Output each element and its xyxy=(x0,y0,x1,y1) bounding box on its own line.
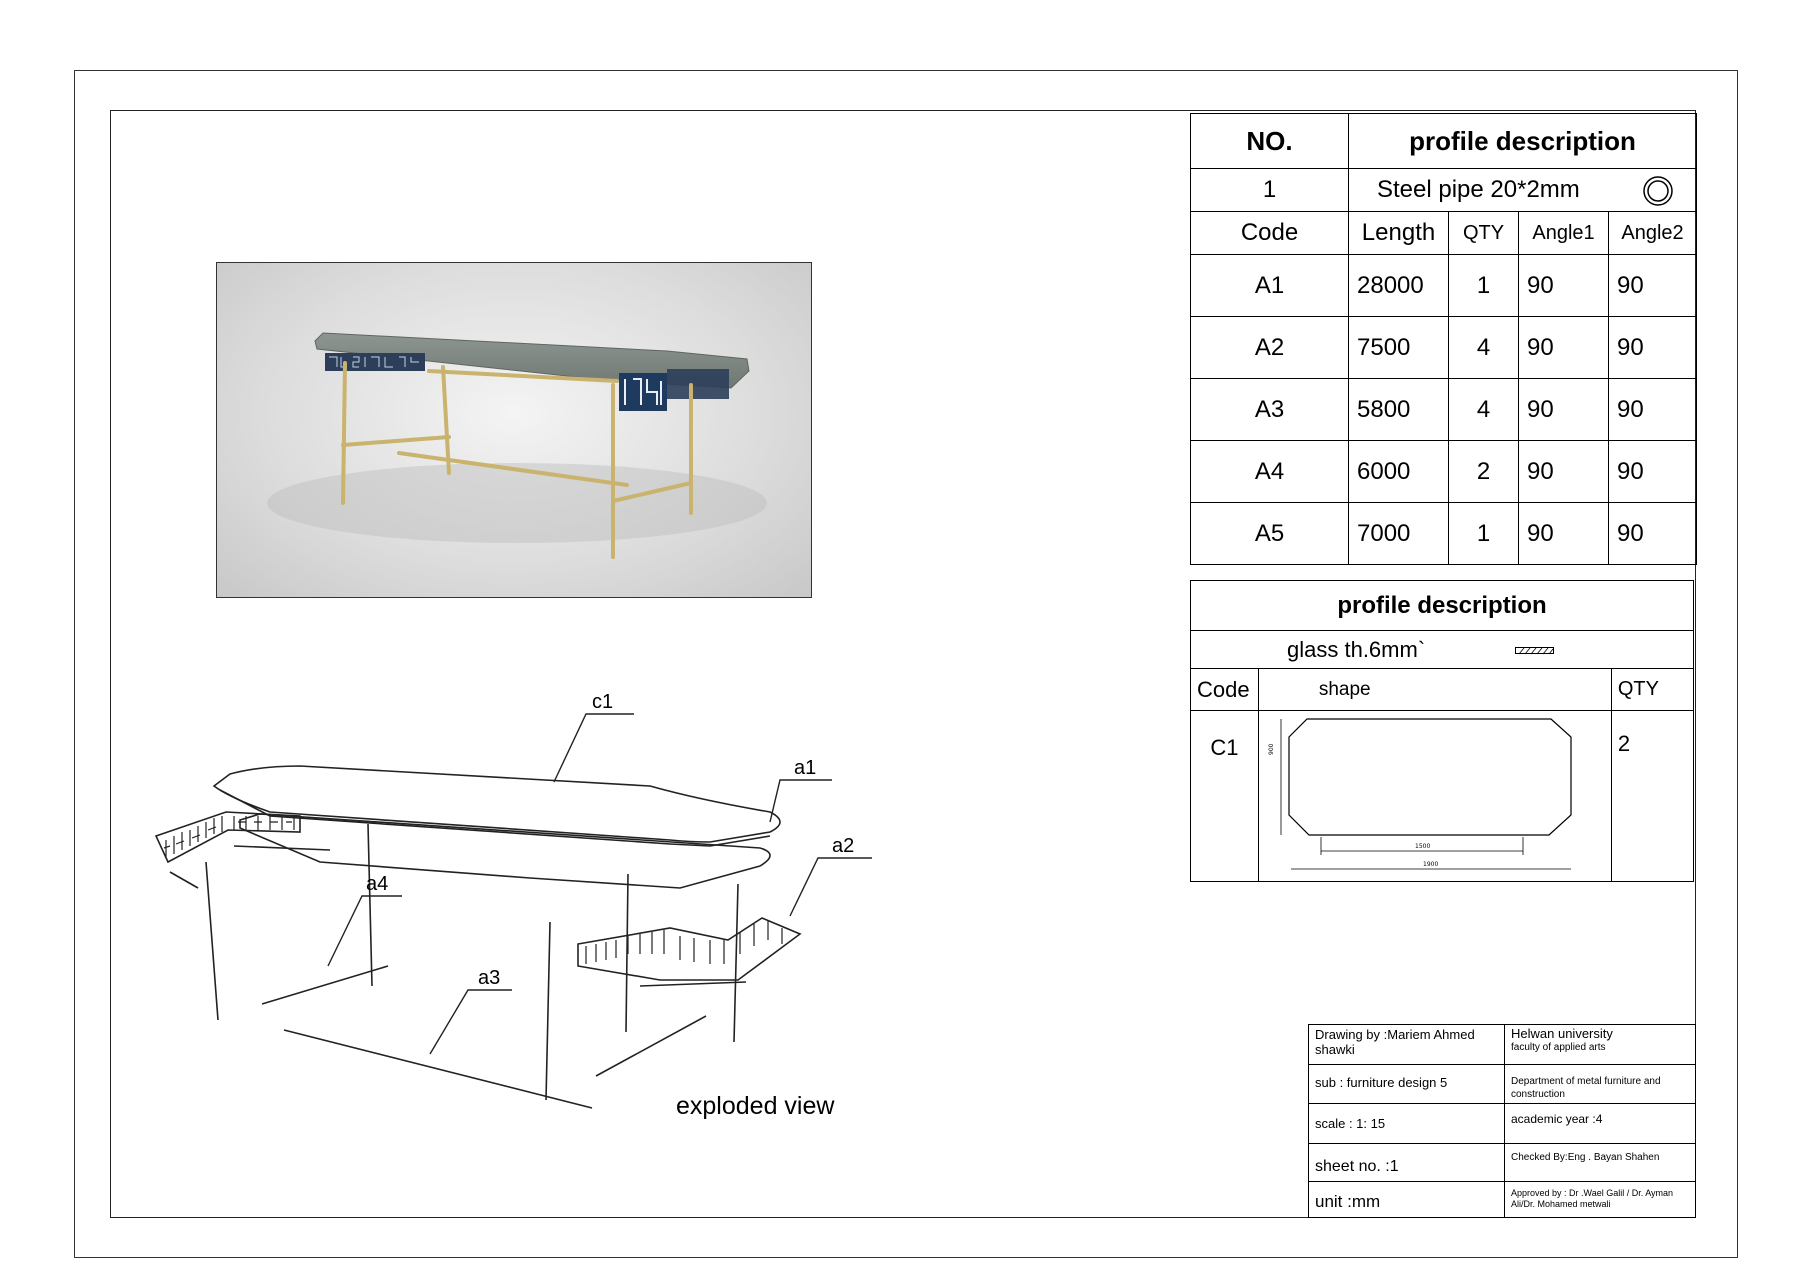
cell-code: A3 xyxy=(1191,379,1349,441)
cell-angle2: 90 xyxy=(1609,379,1697,441)
bar-a4 xyxy=(262,966,388,1004)
exploded-view-drawing xyxy=(150,690,930,1160)
cell-code: A2 xyxy=(1191,317,1349,379)
cell-angle1: 90 xyxy=(1519,255,1609,317)
table-row xyxy=(1191,503,1697,565)
checked-by: Checked By:Eng . Bayan Shahen xyxy=(1505,1144,1696,1182)
cell-length: 7500 xyxy=(1349,317,1449,379)
cell-qty: 1 xyxy=(1449,503,1519,565)
cell-code: A1 xyxy=(1191,255,1349,317)
cell-code: A5 xyxy=(1191,503,1349,565)
glass-qty: 2 xyxy=(1611,711,1693,882)
cell-qty: 2 xyxy=(1449,441,1519,503)
dim-outer-width: 1900 xyxy=(1422,861,1439,868)
department: Department of metal furniture and construction xyxy=(1505,1065,1696,1104)
label-a2: a2 xyxy=(832,835,855,857)
approved-by: Approved by : Dr .Wael Galil / Dr. Ayman Ali/Dr. Mohamed metwali xyxy=(1505,1182,1696,1218)
cell-angle1: 90 xyxy=(1519,379,1609,441)
cell-length: 7000 xyxy=(1349,503,1449,565)
glass-section-icon xyxy=(1515,647,1555,655)
cell-length: 6000 xyxy=(1349,441,1449,503)
pipe-profile-text: Steel pipe 20*2mm xyxy=(1377,176,1580,203)
cell-angle1: 90 xyxy=(1519,441,1609,503)
table-row xyxy=(1191,441,1697,503)
col-angle2: Angle2 xyxy=(1609,212,1697,255)
unit: unit :mm xyxy=(1309,1182,1505,1218)
glass-col-shape: shape xyxy=(1258,669,1611,711)
table-row xyxy=(1191,317,1697,379)
label-a3: a3 xyxy=(478,967,501,989)
col-angle1: Angle1 xyxy=(1519,212,1609,255)
left-panel xyxy=(156,812,300,862)
table-row xyxy=(1191,379,1697,441)
cell-angle1: 90 xyxy=(1519,317,1609,379)
university: Helwan university xyxy=(1511,1026,1613,1041)
table-render-drawing xyxy=(217,263,811,597)
cell-code: A4 xyxy=(1191,441,1349,503)
cell-angle2: 90 xyxy=(1609,503,1697,565)
cell-qty: 1 xyxy=(1449,255,1519,317)
profile-header: profile description xyxy=(1349,114,1697,169)
no-header: NO. xyxy=(1191,114,1349,169)
glass-profile-table xyxy=(1190,580,1694,882)
label-a4: a4 xyxy=(366,873,389,895)
glass-col-code: Code xyxy=(1191,669,1259,711)
no-value: 1 xyxy=(1191,169,1349,212)
pipe-section-icon xyxy=(1642,175,1674,207)
cell-length: 28000 xyxy=(1349,255,1449,317)
glass-code: C1 xyxy=(1191,711,1259,882)
cell-length: 5800 xyxy=(1349,379,1449,441)
pipe-profile-table xyxy=(1190,113,1697,565)
cell-angle2: 90 xyxy=(1609,255,1697,317)
sheet-no: sheet no. :1 xyxy=(1309,1144,1505,1182)
glass-col-qty: QTY xyxy=(1611,669,1693,711)
academic-year: academic year :4 xyxy=(1505,1104,1696,1144)
col-length: Length xyxy=(1349,212,1449,255)
cell-qty: 4 xyxy=(1449,379,1519,441)
cell-qty: 4 xyxy=(1449,317,1519,379)
label-a1: a1 xyxy=(794,757,817,779)
label-c1: c1 xyxy=(592,691,614,713)
cell-angle2: 90 xyxy=(1609,317,1697,379)
scale: scale : 1: 15 xyxy=(1309,1104,1505,1144)
right-panel-a2 xyxy=(578,918,800,986)
faculty: faculty of applied arts xyxy=(1511,1042,1606,1053)
table-row xyxy=(1191,255,1697,317)
col-qty: QTY xyxy=(1449,212,1519,255)
dim-height: 900 xyxy=(1267,743,1275,755)
glass-profile-text: glass th.6mm` xyxy=(1287,636,1426,662)
subject: sub : furniture design 5 xyxy=(1309,1065,1505,1104)
glass-profile-header: profile description xyxy=(1191,581,1694,631)
col-code: Code xyxy=(1191,212,1349,255)
dim-inner-width: 1500 xyxy=(1414,843,1431,850)
drawn-by: Drawing by :Mariem Ahmed shawki xyxy=(1309,1025,1505,1065)
frame-ring-a1 xyxy=(240,814,770,888)
table-render-image xyxy=(216,262,812,598)
cell-angle2: 90 xyxy=(1609,441,1697,503)
title-block xyxy=(1308,1024,1696,1218)
cell-angle1: 90 xyxy=(1519,503,1609,565)
glass-shape-drawing xyxy=(1259,711,1611,875)
exploded-view-caption: exploded view xyxy=(676,1092,835,1120)
